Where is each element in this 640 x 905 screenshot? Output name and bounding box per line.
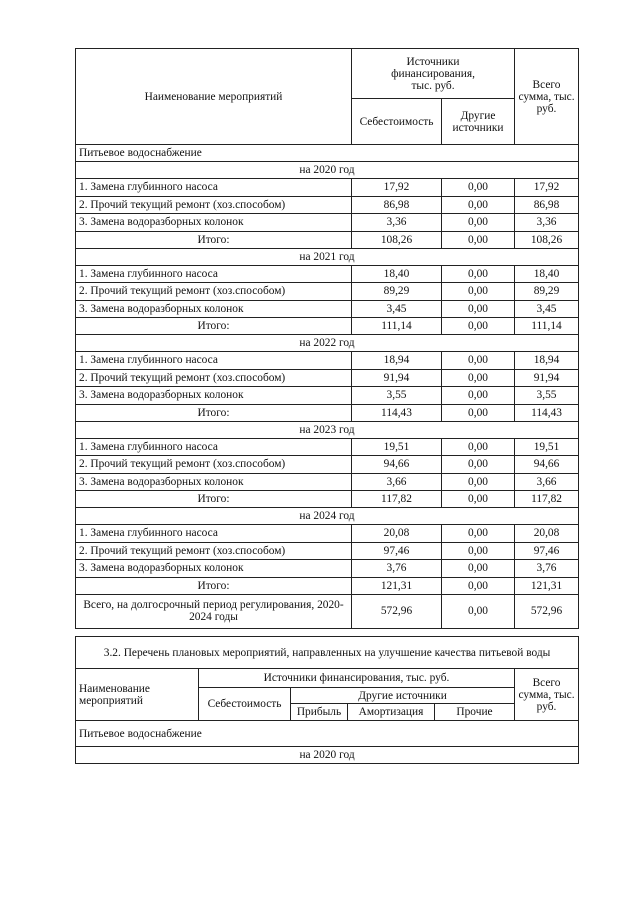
t2-header-profit: Прибыль: [291, 704, 348, 721]
total-value: 94,66: [515, 456, 579, 474]
table-row: [76, 387, 579, 405]
subtotal-total: 108,26: [515, 231, 579, 248]
cost-value: 3,36: [352, 214, 442, 232]
table-row: [76, 560, 579, 578]
other-value: 0,00: [442, 179, 515, 197]
total-value: 3,76: [515, 560, 579, 578]
total-value: 18,40: [515, 265, 579, 283]
year-heading: на 2023 год: [76, 421, 579, 438]
total-value: 97,46: [515, 542, 579, 560]
table-row: [76, 369, 579, 387]
subtotal-row: [76, 231, 579, 248]
total-value: 3,36: [515, 214, 579, 232]
measure-name: 2. Прочий текущий ремонт (хоз.способом): [76, 369, 352, 387]
financing-table-quality: [75, 636, 579, 764]
year-heading: на 2020 год: [76, 162, 579, 179]
total-value: 91,94: [515, 369, 579, 387]
table-row: [76, 525, 579, 543]
cost-value: 18,40: [352, 265, 442, 283]
cost-value: 18,94: [352, 352, 442, 370]
subtotal-row: [76, 404, 579, 421]
total-value: 89,29: [515, 283, 579, 301]
table-row: [76, 473, 579, 491]
subtotal-other: 0,00: [442, 491, 515, 508]
subtotal-cost: 108,26: [352, 231, 442, 248]
t2-header-misc: Прочие: [435, 704, 515, 721]
financing-table-main: [75, 48, 579, 629]
measure-name: 3. Замена водоразборных колонок: [76, 387, 352, 405]
subtotal-total: 121,31: [515, 577, 579, 594]
cost-value: 86,98: [352, 196, 442, 214]
section-title: Питьевое водоснабжение: [76, 145, 579, 162]
cost-value: 94,66: [352, 456, 442, 474]
other-value: 0,00: [442, 300, 515, 318]
subtotal-other: 0,00: [442, 231, 515, 248]
subtotal-label: Итого:: [76, 231, 352, 248]
subtotal-label: Итого:: [76, 318, 352, 335]
subtotal-cost: 111,14: [352, 318, 442, 335]
cost-value: 20,08: [352, 525, 442, 543]
subtotal-cost: 117,82: [352, 491, 442, 508]
subtotal-row: [76, 318, 579, 335]
cost-value: 97,46: [352, 542, 442, 560]
cost-value: 3,45: [352, 300, 442, 318]
subtotal-cost: 114,43: [352, 404, 442, 421]
other-value: 0,00: [442, 214, 515, 232]
cost-value: 3,76: [352, 560, 442, 578]
cost-value: 19,51: [352, 438, 442, 456]
t2-header-other: Другие источники: [291, 688, 515, 704]
total-value: 17,92: [515, 179, 579, 197]
measure-name: 3. Замена водоразборных колонок: [76, 560, 352, 578]
header-total: Всего сумма, тыс. руб.: [515, 49, 579, 145]
total-value: 3,66: [515, 473, 579, 491]
header-name: Наименование мероприятий: [76, 49, 352, 145]
measure-name: 2. Прочий текущий ремонт (хоз.способом): [76, 456, 352, 474]
t2-header-name: Наименование мероприятий: [76, 669, 199, 721]
table-row: [76, 179, 579, 197]
subtotal-total: 114,43: [515, 404, 579, 421]
cost-value: 17,92: [352, 179, 442, 197]
table-row: [76, 300, 579, 318]
grand-total-cost: 572,96: [352, 594, 442, 628]
table-row: [76, 265, 579, 283]
grand-total-row: [76, 594, 579, 628]
total-value: 3,55: [515, 387, 579, 405]
t2-section-title: Питьевое водоснабжение: [76, 721, 579, 747]
year-heading: на 2024 год: [76, 508, 579, 525]
subtotal-row: [76, 577, 579, 594]
subtotal-cost: 121,31: [352, 577, 442, 594]
year-heading: на 2021 год: [76, 248, 579, 265]
subtotal-total: 111,14: [515, 318, 579, 335]
other-value: 0,00: [442, 456, 515, 474]
measure-name: 1. Замена глубинного насоса: [76, 179, 352, 197]
other-value: 0,00: [442, 196, 515, 214]
grand-total-label: Всего, на долгосрочный период регулирования, 2020-2024 годы: [76, 594, 352, 628]
other-value: 0,00: [442, 369, 515, 387]
total-value: 3,45: [515, 300, 579, 318]
other-value: 0,00: [442, 283, 515, 301]
total-value: 18,94: [515, 352, 579, 370]
measure-name: 3. Замена водоразборных колонок: [76, 473, 352, 491]
measure-name: 1. Замена глубинного насоса: [76, 265, 352, 283]
table-row: [76, 214, 579, 232]
other-value: 0,00: [442, 542, 515, 560]
measure-name: 2. Прочий текущий ремонт (хоз.способом): [76, 196, 352, 214]
table-row: [76, 352, 579, 370]
header-sources: Источники финансирования, тыс. руб.: [352, 49, 515, 99]
total-value: 19,51: [515, 438, 579, 456]
cost-value: 3,55: [352, 387, 442, 405]
measure-name: 1. Замена глубинного насоса: [76, 525, 352, 543]
table-row: [76, 196, 579, 214]
subtotal-label: Итого:: [76, 404, 352, 421]
cost-value: 91,94: [352, 369, 442, 387]
measure-name: 3. Замена водоразборных колонок: [76, 214, 352, 232]
table2-caption: 3.2. Перечень плановых мероприятий, направленных на улучшение качества питьевой воды: [76, 637, 579, 669]
cost-value: 89,29: [352, 283, 442, 301]
table-row: [76, 283, 579, 301]
subtotal-total: 117,82: [515, 491, 579, 508]
measure-name: 2. Прочий текущий ремонт (хоз.способом): [76, 542, 352, 560]
measure-name: 2. Прочий текущий ремонт (хоз.способом): [76, 283, 352, 301]
cost-value: 3,66: [352, 473, 442, 491]
subtotal-other: 0,00: [442, 577, 515, 594]
t2-header-sources: Источники финансирования, тыс. руб.: [199, 669, 515, 688]
t2-header-total: Всего сумма, тыс. руб.: [515, 669, 579, 721]
measure-name: 1. Замена глубинного насоса: [76, 438, 352, 456]
table-row: [76, 542, 579, 560]
year-heading: на 2022 год: [76, 335, 579, 352]
total-value: 20,08: [515, 525, 579, 543]
other-value: 0,00: [442, 265, 515, 283]
other-value: 0,00: [442, 352, 515, 370]
subtotal-other: 0,00: [442, 404, 515, 421]
subtotal-other: 0,00: [442, 318, 515, 335]
subtotal-row: [76, 491, 579, 508]
measure-name: 1. Замена глубинного насоса: [76, 352, 352, 370]
total-value: 86,98: [515, 196, 579, 214]
other-value: 0,00: [442, 525, 515, 543]
table-row: [76, 438, 579, 456]
grand-total-total: 572,96: [515, 594, 579, 628]
other-value: 0,00: [442, 438, 515, 456]
t2-year-heading: на 2020 год: [76, 747, 579, 764]
header-other: Другие источники: [442, 99, 515, 145]
header-cost: Себестоимость: [352, 99, 442, 145]
grand-total-other: 0,00: [442, 594, 515, 628]
other-value: 0,00: [442, 560, 515, 578]
other-value: 0,00: [442, 387, 515, 405]
subtotal-label: Итого:: [76, 577, 352, 594]
subtotal-label: Итого:: [76, 491, 352, 508]
table-row: [76, 456, 579, 474]
other-value: 0,00: [442, 473, 515, 491]
t2-header-cost: Себестоимость: [199, 688, 291, 721]
t2-header-amort: Амортизация: [348, 704, 435, 721]
measure-name: 3. Замена водоразборных колонок: [76, 300, 352, 318]
